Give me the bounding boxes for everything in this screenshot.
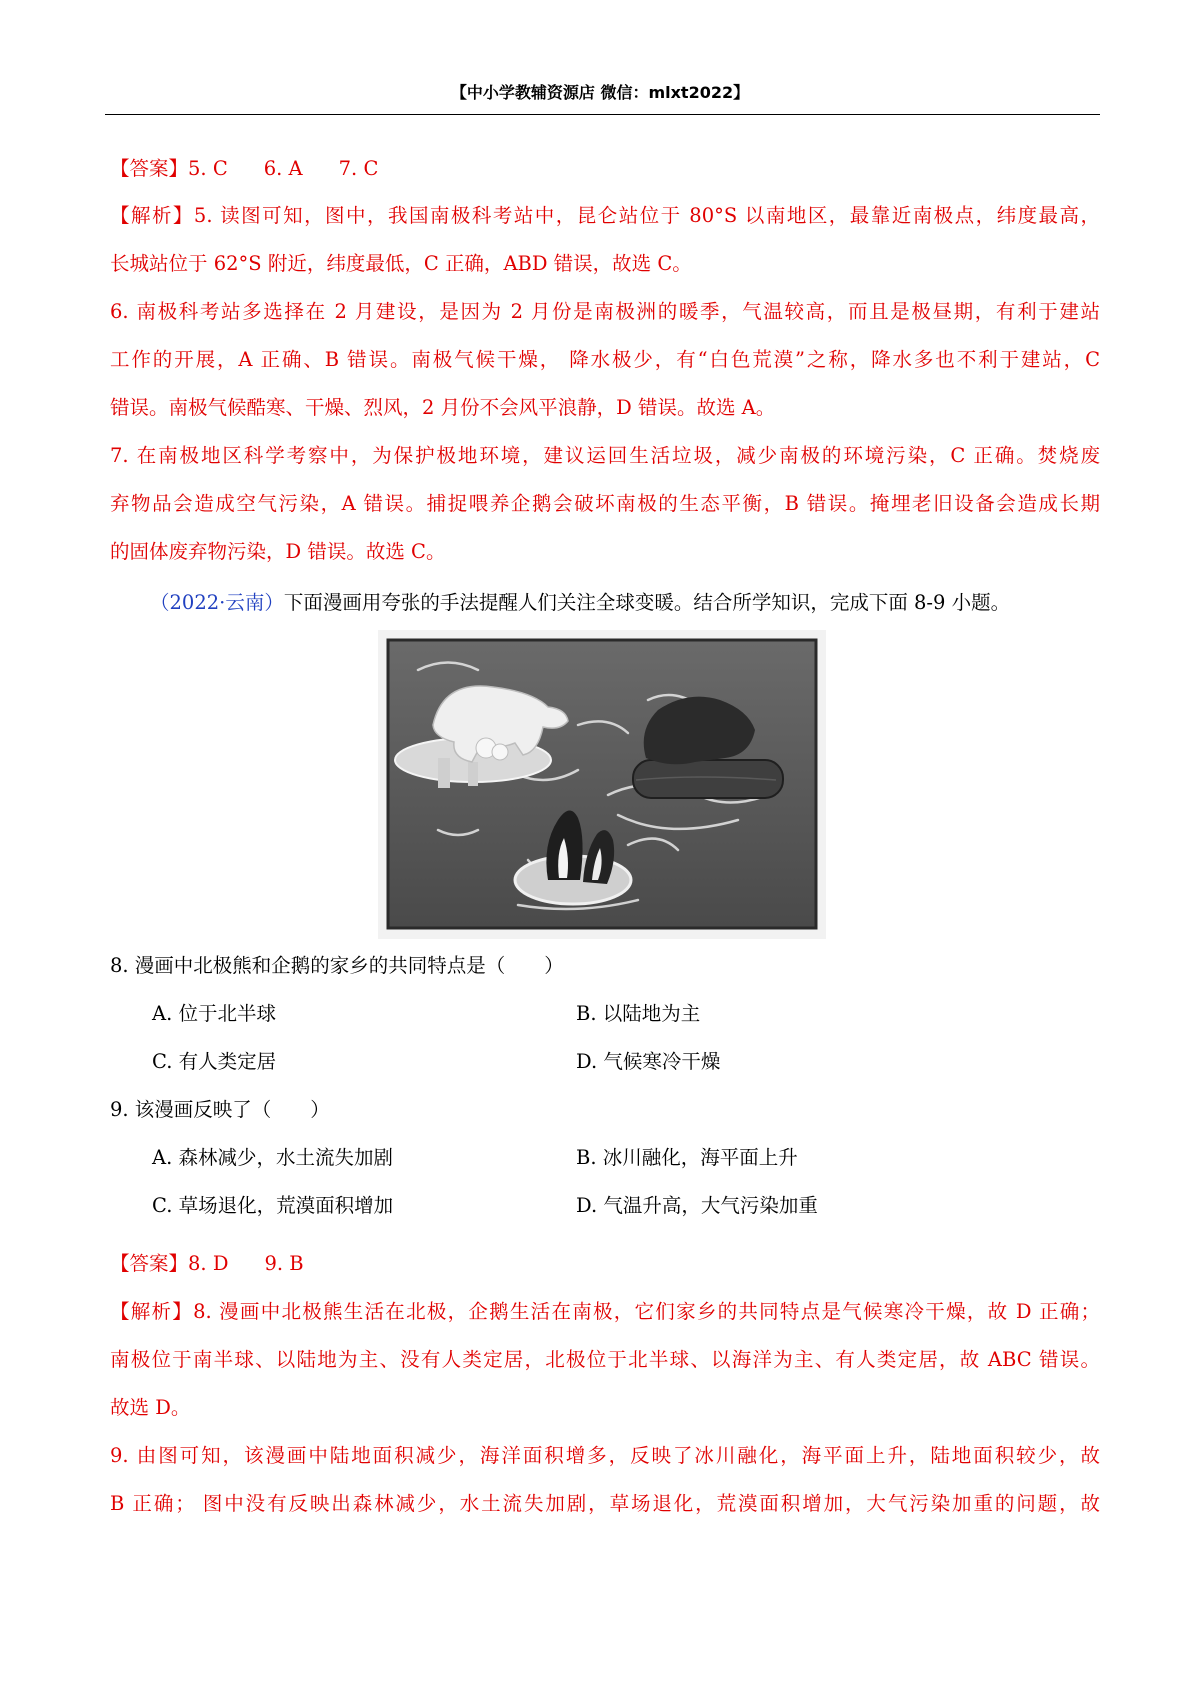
analysis-line: 错误。南极气候酷寒、干燥、烈风，2 月份不会风平浪静，D 错误。故选 A。 (110, 396, 776, 419)
answer-label: 【答案】 (110, 1252, 189, 1275)
analysis-line: 7. 在南极地区科学考察中，为保护极地环境，建议运回生活垃圾，减少南极的环境污染，C 正确。焚烧废 (110, 444, 1100, 467)
cartoon-drawing (378, 630, 826, 939)
q9-option-a[interactable]: A. 森林减少，水土流失加剧 (152, 1146, 393, 1169)
q8-option-c[interactable]: C. 有人类定居 (152, 1050, 277, 1073)
intro-text: 下面漫画用夸张的手法提醒人们关注全球变暖。结合所学知识，完成下面 8-9 小题。 (283, 591, 1011, 614)
q8-option-a[interactable]: A. 位于北半球 (152, 1002, 276, 1025)
answer-block-2 (110, 1250, 1100, 1278)
answer-item: 8. D (188, 1252, 229, 1275)
question-9-stem: 9. 该漫画反映了（ ） (110, 1098, 330, 1121)
question-intro (150, 589, 1100, 617)
answer-block-1 (110, 155, 1100, 183)
analysis-line: 【解析】5. 读图可知，图中，我国南极科考站中，昆仑站位于 80°S 以南地区，最靠近南极点，纬度最高， (110, 204, 1100, 227)
question-source: （2022·云南） (150, 591, 284, 614)
analysis-label: 【解析】 (110, 1300, 194, 1323)
answer-item: 6. A (263, 157, 303, 180)
question-8-stem: 8. 漫画中北极熊和企鹅的家乡的共同特点是（ ） (110, 954, 564, 977)
analysis-line: 故选 D。 (110, 1396, 191, 1419)
q9-option-d[interactable]: D. 气温升高，大气污染加重 (576, 1194, 818, 1217)
q9-option-c[interactable]: C. 草场退化，荒漠面积增加 (152, 1194, 394, 1217)
header-rule (105, 114, 1100, 115)
q9-option-b[interactable]: B. 冰川融化，海平面上升 (576, 1146, 798, 1169)
analysis-line: 弃物品会造成空气污染，A 错误。捕捉喂养企鹅会破坏南极的生态平衡，B 错误。掩埋老旧设备会造成长期 (110, 492, 1100, 515)
analysis-line: 6. 南极科考站多选择在 2 月建设，是因为 2 月份是南极洲的暖季，气温较高，而且是极昼期，有利于建站 (110, 300, 1100, 323)
q8-option-b[interactable]: B. 以陆地为主 (576, 1002, 701, 1025)
analysis-line: 9. 由图可知，该漫画中陆地面积减少，海洋面积增多，反映了冰川融化，海平面上升，陆地面积较少，故 (110, 1444, 1100, 1467)
q8-option-d[interactable]: D. 气候寒冷干燥 (576, 1050, 721, 1073)
analysis-line: 工作的开展，A 正确、B 错误。南极气候干燥， 降水极少，有“白色荒漠”之称，降水多也不利于建站，C (110, 348, 1100, 371)
answer-label: 【答案】 (110, 157, 189, 180)
analysis-line: 【解析】8. 漫画中北极熊生活在北极，企鹅生活在南极，它们家乡的共同特点是气候寒冷干燥，故 D 正确； (110, 1300, 1100, 1323)
analysis-line: B 正确； 图中没有反映出森林减少，水土流失加剧，草场退化，荒漠面积增加，大气污染加重的问题，故 (110, 1492, 1100, 1515)
global-warming-cartoon (378, 630, 826, 939)
answer-item: 9. B (264, 1252, 304, 1275)
answer-item: 5. C (188, 157, 228, 180)
analysis-label: 【解析】 (110, 204, 194, 227)
analysis-line: 南极位于南半球、以陆地为主、没有人类定居，北极位于北半球、以海洋为主、有人类定居，故 ABC 错误。 (110, 1348, 1100, 1371)
page-header: 【中小学教辅资源店 微信：mlxt2022】 (450, 83, 750, 102)
analysis-line: 长城站位于 62°S 附近，纬度最低，C 正确，ABD 错误，故选 C。 (110, 252, 692, 275)
answer-item: 7. C (338, 157, 379, 180)
analysis-line: 的固体废弃物污染，D 错误。故选 C。 (110, 540, 446, 563)
